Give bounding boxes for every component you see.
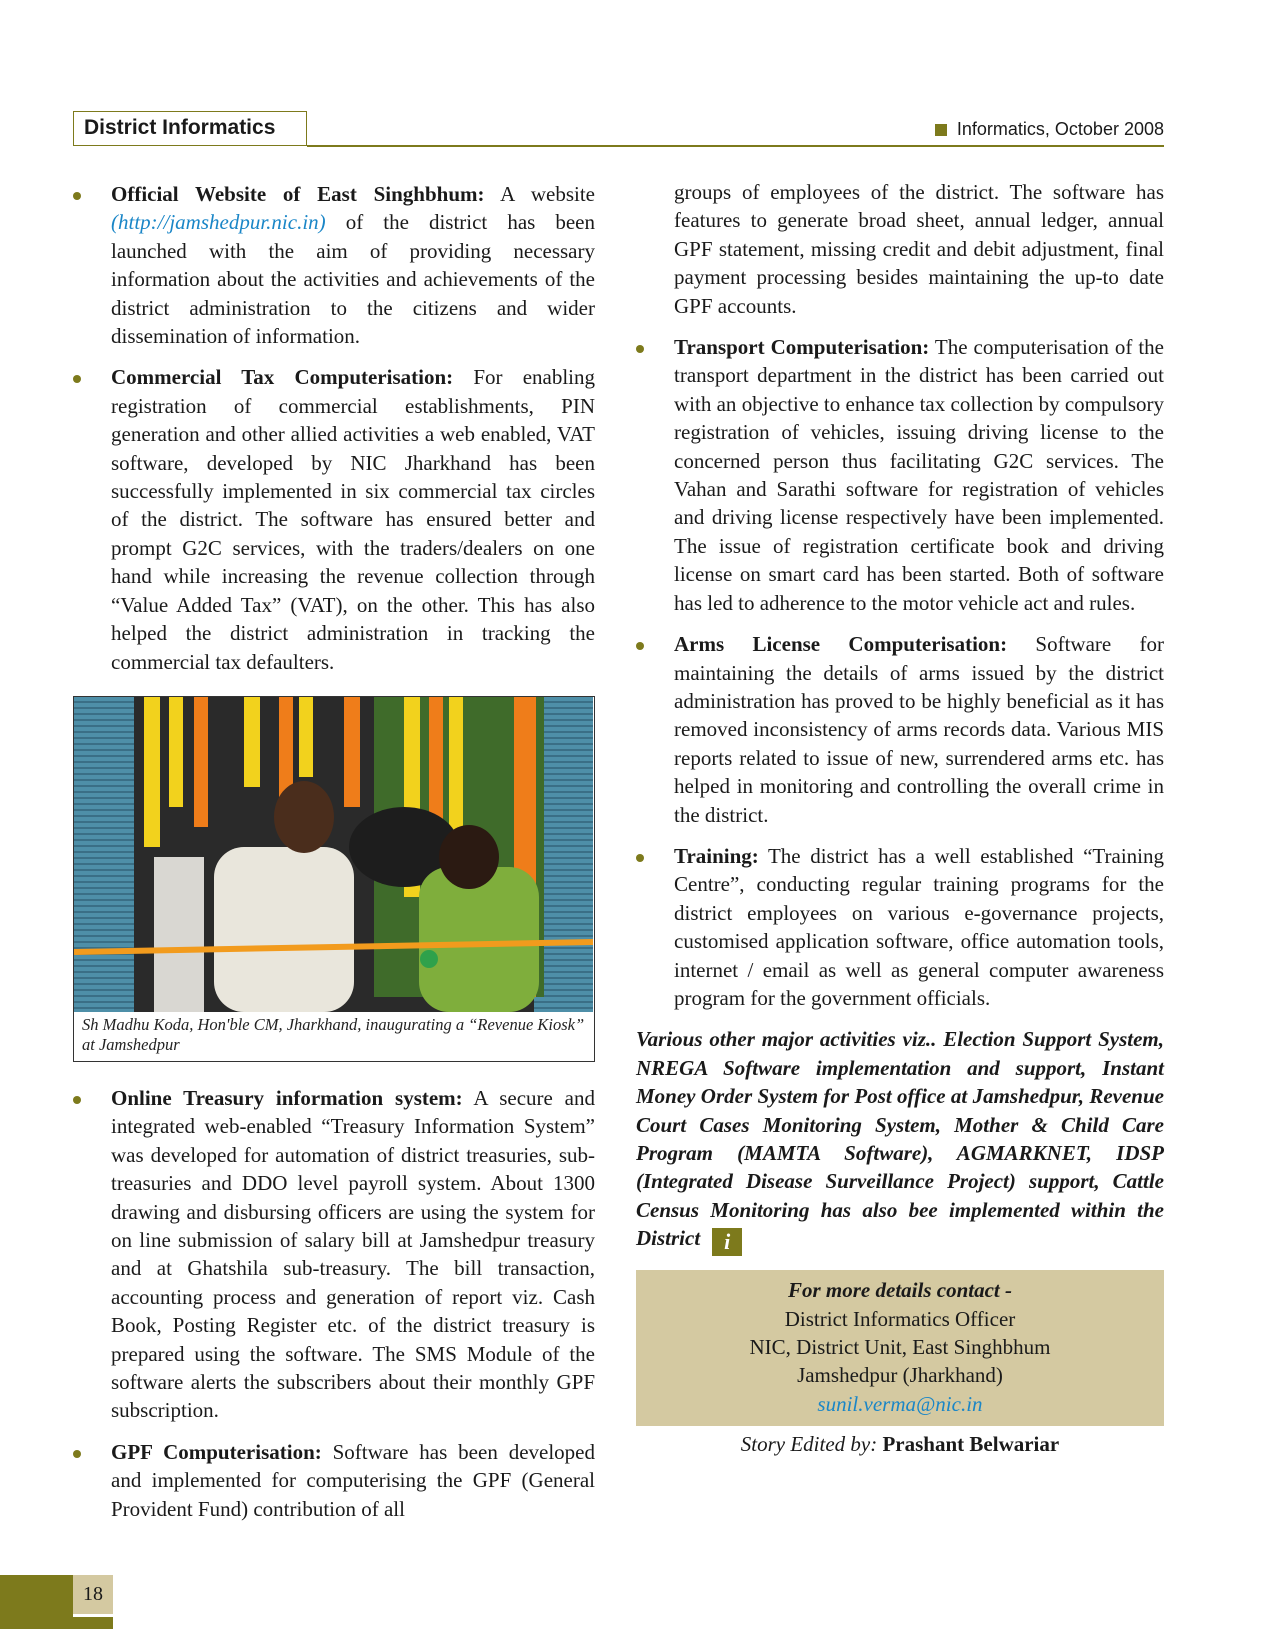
list-item-gpf bbox=[73, 1438, 595, 1523]
summary-paragraph bbox=[636, 1025, 1164, 1256]
bullet-icon bbox=[73, 375, 81, 383]
list-item-treasury bbox=[73, 1084, 595, 1425]
photo-caption: Sh Madhu Koda, Hon'ble CM, Jharkhand, inaugurating a “Revenue Kiosk” at Jamshedpur bbox=[82, 1014, 585, 1054]
item-text: The district has a well established “Training Centre”, conducting regular training programs for the district employees on various e-governance projects, customised application software, office automation tools, internet / email as well as general computer awareness program for the government officials. bbox=[674, 843, 1164, 1010]
item-label: Training: bbox=[674, 843, 759, 868]
photo-figure bbox=[73, 696, 595, 1062]
item-text: Software for maintaining the details of arms issued by the district administration has proved to be highly beneficial as it has removed inconsistency of arms records data. Various MIS reports related to issue of new, surrendered arms etc. has helped in monitoring and controlling the overall crime in the district. bbox=[674, 632, 1165, 827]
bullet-icon bbox=[73, 1096, 81, 1104]
contact-line: District Informatics Officer bbox=[784, 1306, 1016, 1331]
list-item-training bbox=[636, 842, 1164, 1012]
list-item-commercial-tax bbox=[73, 363, 595, 675]
contact-line: NIC, District Unit, East Singhbhum bbox=[749, 1335, 1051, 1360]
item-label: Official Website of East Singhbhum: bbox=[111, 182, 485, 206]
bullet-icon bbox=[636, 642, 644, 650]
contact-email-link[interactable]: sunil.verma@nic.in bbox=[817, 1391, 983, 1416]
item-text: of the district has been launched with the aim of providing necessary information about the activities and achievements of the district administration to the citizens and wider dissemination of information. bbox=[111, 210, 595, 349]
item-label: Online Treasury information system: bbox=[111, 1085, 463, 1110]
section-title: District Informatics bbox=[73, 111, 307, 146]
inauguration-photo bbox=[74, 697, 593, 1012]
header-rule bbox=[307, 145, 1164, 147]
item-lead: A website bbox=[500, 182, 595, 206]
left-column bbox=[73, 180, 595, 1536]
page-corner-block bbox=[0, 1575, 73, 1629]
item-text: For enabling registration of commercial establishments, PIN generation and other allied activities a web enabled, VAT software, developed by NIC Jharkhand has been successfully implemented in six commercial tax circles of the district. The software has ensured better and prompt G2C services, with the traders/dealers on one hand while increasing the revenue collection through “Value Added Tax” (VAT), on the other. This has also helped the district administration in tracking the commercial tax defaulters. bbox=[111, 365, 595, 674]
item-label: Commercial Tax Computerisation: bbox=[111, 365, 454, 390]
list-item-transport bbox=[636, 333, 1164, 617]
editor-label: Story Edited by: bbox=[740, 1432, 878, 1457]
info-icon: i bbox=[712, 1228, 742, 1256]
item-label: GPF Computerisation: bbox=[111, 1439, 322, 1464]
item-text: A secure and integrated web-enabled “Treasury Information System” was developed for automation of district treasuries, sub-treasuries and DDO level payroll system. About 1300 drawing and disbursing officers are using the system for on line submission of salary bill at Jamshedpur treasury and at Ghatshila sub-treasury. The bill transaction, accounting process and generation of report viz. Cash Book, Posting Register etc. of the district treasury is prepared using the software. The SMS Module of the software alerts the subscribers about their monthly GPF subscription. bbox=[111, 1085, 595, 1423]
page-number: 18 bbox=[73, 1575, 113, 1614]
item-label: Arms License Computerisation: bbox=[674, 632, 1008, 657]
publication-text: Informatics, October 2008 bbox=[956, 119, 1164, 139]
summary-text: Various other major activities viz.. Election Support System, NREGA Software implementation and support, Instant Money Order System for Post office at Jamshedpur, Revenue Court Cases Monitoring System, Mother & Child Care Program (MAMTA Software), AGMARKNET, IDSP (Integrated Disease Surveillance Project) support, Cattle Census Monitoring has also bee implemented within the District bbox=[636, 1027, 1164, 1251]
story-editor bbox=[636, 1432, 1164, 1457]
item-label: Transport Computerisation: bbox=[674, 335, 930, 360]
square-marker-icon bbox=[935, 124, 947, 136]
contact-box bbox=[636, 1270, 1164, 1426]
website-link[interactable]: (http://jamshedpur.nic.in) bbox=[111, 210, 326, 235]
bullet-icon bbox=[636, 854, 644, 862]
list-item-arms bbox=[636, 630, 1164, 829]
gpf-continued-text: groups of employees of the district. The software has features to generate broad sheet, annual ledger, annual GPF statement, missing credit and debit adjustment, final payment processing besides maintaining the up-to date GPF accounts. bbox=[674, 180, 1164, 318]
editor-name: Prashant Belwariar bbox=[882, 1432, 1060, 1457]
right-column bbox=[636, 178, 1164, 1457]
bullet-icon bbox=[73, 1450, 81, 1458]
contact-line: Jamshedpur (Jharkhand) bbox=[797, 1363, 1003, 1388]
bullet-icon bbox=[636, 345, 644, 353]
page-corner-block-small bbox=[73, 1617, 113, 1629]
item-text: The computerisation of the transport department in the district has been carried out with an objective to enhance tax collection by compulsory registration of vehicles, issuing driving license to the concerned person thus facilitating G2C services. The Vahan and Sarathi software for registration of vehicles and driving license respectively have been implemented. The issue of registration certificate book and driving license on smart card has been started. Both of software has led to adherence to the motor vehicle act and rules. bbox=[674, 335, 1164, 615]
bullet-icon bbox=[73, 192, 81, 200]
gpf-continued bbox=[636, 178, 1164, 320]
list-item-website bbox=[73, 180, 595, 350]
item-text: Software has been developed and implemented for computerising the GPF (General Provident Fund) contribution of all bbox=[111, 1439, 595, 1521]
publication-label bbox=[935, 119, 1164, 140]
contact-heading: For more details contact - bbox=[788, 1278, 1012, 1303]
